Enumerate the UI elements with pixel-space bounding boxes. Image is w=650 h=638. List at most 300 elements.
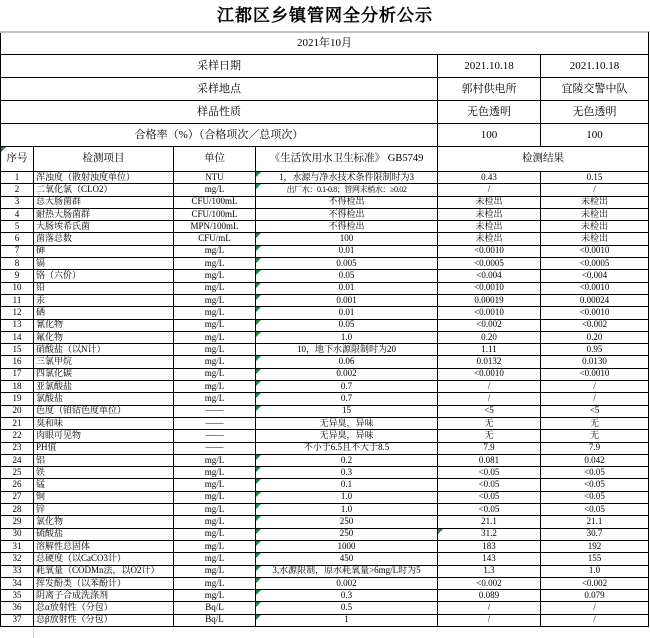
cell-item: 三氯甲烷 — [34, 356, 174, 368]
cell-item: 菌落总数 — [34, 233, 174, 245]
cell-no: 19 — [1, 393, 34, 405]
cell-flag-icon — [256, 381, 261, 386]
table-row — [1, 184, 649, 196]
cell-result-2: <0.05 — [541, 479, 649, 491]
cell-no: 22 — [1, 430, 34, 442]
cell-result-1: 143 — [438, 553, 541, 565]
cell-unit: mg/L — [174, 319, 256, 331]
header-no-label: 序号 — [6, 153, 28, 165]
table-row — [1, 577, 649, 589]
cell-result-1: <5 — [438, 405, 541, 417]
cell-no: 32 — [1, 553, 34, 565]
cell-result-2: <0.0010 — [541, 307, 649, 319]
cell-result-2: / — [541, 393, 649, 405]
gridline-tail — [33, 629, 34, 638]
cell-item: 四氯化碳 — [34, 368, 174, 380]
table-row — [1, 393, 649, 405]
cell-no: 30 — [1, 528, 34, 540]
cell-no: 28 — [1, 504, 34, 516]
cell-result-1: 0.20 — [438, 331, 541, 343]
cell-flag-icon — [256, 332, 261, 337]
cell-unit: NTU — [174, 172, 256, 184]
cell-result-2: 未检出 — [541, 233, 649, 245]
cell-flag-icon — [256, 283, 261, 288]
cell-unit: mg/L — [174, 467, 256, 479]
cell-standard: 250 — [256, 528, 438, 540]
cell-result-1: <0.002 — [438, 577, 541, 589]
cell-flag-icon — [256, 516, 261, 521]
cell-result-1: 未检出 — [438, 221, 541, 233]
cell-unit: mg/L — [174, 184, 256, 196]
cell-result-1: <0.0010 — [438, 307, 541, 319]
cell-unit: —— — [174, 442, 256, 454]
info-row — [1, 78, 649, 101]
cell-unit: mg/L — [174, 356, 256, 368]
info-value-1: 无色透明 — [438, 101, 541, 124]
cell-no: 6 — [1, 233, 34, 245]
cell-standard: 出厂水：0.1-0.8；管网末梢水：≥0.02 — [256, 184, 438, 196]
cell-unit: mg/L — [174, 258, 256, 270]
cell-unit: mg/L — [174, 565, 256, 577]
cell-unit: mg/L — [174, 282, 256, 294]
cell-result-1: / — [438, 393, 541, 405]
cell-result-1: 未检出 — [438, 233, 541, 245]
cell-no: 1 — [1, 172, 34, 184]
cell-result-2: 0.0130 — [541, 356, 649, 368]
cell-no: 25 — [1, 467, 34, 479]
cell-item: 总大肠菌群 — [34, 196, 174, 208]
cell-result-1: <0.0010 — [438, 282, 541, 294]
cell-unit: mg/L — [174, 479, 256, 491]
cell-standard: 不得检出 — [256, 221, 438, 233]
cell-no: 7 — [1, 245, 34, 257]
cell-unit: —— — [174, 417, 256, 429]
table-row — [1, 245, 649, 257]
cell-result-1: 0.0132 — [438, 356, 541, 368]
cell-result-2: 无 — [541, 417, 649, 429]
table-row — [1, 344, 649, 356]
info-value-2: 2021.10.18 — [541, 55, 649, 78]
header-result: 检测结果 — [438, 147, 649, 172]
cell-result-2: <0.002 — [541, 319, 649, 331]
cell-no: 26 — [1, 479, 34, 491]
cell-result-2: <0.0005 — [541, 258, 649, 270]
cell-unit: mg/L — [174, 270, 256, 282]
cell-no: 36 — [1, 602, 34, 614]
cell-standard: 0.2 — [256, 454, 438, 466]
cell-flag-icon — [256, 479, 261, 484]
cell-flag-icon — [256, 578, 261, 583]
cell-flag-icon — [256, 541, 261, 546]
cell-unit: mg/L — [174, 344, 256, 356]
cell-standard: 250 — [256, 516, 438, 528]
cell-result-2: 155 — [541, 553, 649, 565]
table-row — [1, 479, 649, 491]
cell-item: 铅 — [34, 282, 174, 294]
table-row — [1, 430, 649, 442]
sample-info-section — [1, 55, 649, 147]
cell-item: 氰化物 — [34, 319, 174, 331]
cell-item: 砷 — [34, 245, 174, 257]
cell-result-2: / — [541, 184, 649, 196]
table-row — [1, 528, 649, 540]
cell-flag-icon — [256, 492, 261, 497]
cell-item: 铁 — [34, 467, 174, 479]
cell-standard: 0.7 — [256, 381, 438, 393]
cell-result-2: 0.95 — [541, 344, 649, 356]
info-label: 样品性质 — [1, 101, 438, 124]
table-row — [1, 565, 649, 577]
cell-result-2: <0.004 — [541, 270, 649, 282]
cell-item: 铜 — [34, 491, 174, 503]
table-row — [1, 270, 649, 282]
cell-flag-icon — [256, 270, 261, 275]
cell-result-2: <0.002 — [541, 577, 649, 589]
info-value-2: 100 — [541, 124, 649, 147]
cell-item: 硝酸盐（以N计） — [34, 344, 174, 356]
cell-flag-icon — [1, 147, 6, 152]
cell-flag-icon — [256, 246, 261, 251]
cell-no: 23 — [1, 442, 34, 454]
cell-result-1: / — [438, 602, 541, 614]
table-row — [1, 442, 649, 454]
cell-unit: mg/L — [174, 307, 256, 319]
cell-result-2: 0.00024 — [541, 294, 649, 306]
cell-standard: 无异臭，异味 — [256, 417, 438, 429]
cell-unit: CFU/100mL — [174, 196, 256, 208]
cell-result-2: / — [541, 602, 649, 614]
cell-standard: 0.3 — [256, 590, 438, 602]
cell-result-1: 0.081 — [438, 454, 541, 466]
cell-unit: CFU/100mL — [174, 208, 256, 220]
info-value-1: 100 — [438, 124, 541, 147]
cell-result-1: 183 — [438, 540, 541, 552]
period-label: 2021年10月 — [1, 33, 649, 55]
info-value-1: 郭村供电所 — [438, 78, 541, 101]
cell-result-2: 30.7 — [541, 528, 649, 540]
info-row — [1, 124, 649, 147]
column-header-row — [1, 147, 649, 172]
cell-item: 溶解性总固体 — [34, 540, 174, 552]
cell-result-2: 0.20 — [541, 331, 649, 343]
cell-no: 21 — [1, 417, 34, 429]
cell-unit: mg/L — [174, 504, 256, 516]
cell-standard: 0.1 — [256, 479, 438, 491]
table-row — [1, 553, 649, 565]
cell-item: 硫酸盐 — [34, 528, 174, 540]
cell-no: 37 — [1, 614, 34, 626]
cell-no: 31 — [1, 540, 34, 552]
cell-item: 挥发酚类（以苯酚计） — [34, 577, 174, 589]
cell-result-1: <0.004 — [438, 270, 541, 282]
cell-item: 锰 — [34, 479, 174, 491]
cell-standard: 0.001 — [256, 294, 438, 306]
cell-unit: mg/L — [174, 368, 256, 380]
cell-item: 铝 — [34, 454, 174, 466]
cell-result-1: <0.05 — [438, 479, 541, 491]
cell-item: 二氧化氯（CLO2） — [34, 184, 174, 196]
cell-standard: 不得检出 — [256, 196, 438, 208]
info-label: 采样地点 — [1, 78, 438, 101]
cell-flag-icon — [256, 590, 261, 595]
cell-result-1: <0.05 — [438, 467, 541, 479]
info-row — [1, 55, 649, 78]
table-row — [1, 307, 649, 319]
table-row — [1, 454, 649, 466]
cell-result-1: 未检出 — [438, 208, 541, 220]
cell-flag-icon — [256, 406, 261, 411]
cell-flag-icon — [256, 455, 261, 460]
table-row — [1, 467, 649, 479]
cell-standard: 1.0 — [256, 491, 438, 503]
cell-result-2: <0.05 — [541, 491, 649, 503]
cell-no: 18 — [1, 381, 34, 393]
cell-standard: 1.0 — [256, 504, 438, 516]
cell-item: 总硬度（以CaCO3计） — [34, 553, 174, 565]
cell-standard: 0.05 — [256, 319, 438, 331]
table-row — [1, 590, 649, 602]
table-row — [1, 602, 649, 614]
cell-no: 29 — [1, 516, 34, 528]
cell-result-1: 21.1 — [438, 516, 541, 528]
header-standard: 《生活饮用水卫生标准》 GB5749 — [256, 147, 438, 172]
cell-no: 5 — [1, 221, 34, 233]
cell-result-1: <0.05 — [438, 504, 541, 516]
cell-flag-icon — [256, 233, 261, 238]
cell-unit: mg/L — [174, 540, 256, 552]
table-row — [1, 319, 649, 331]
cell-unit: mg/L — [174, 528, 256, 540]
cell-unit: MPN/100mL — [174, 221, 256, 233]
cell-flag-icon — [256, 356, 261, 361]
table-row — [1, 221, 649, 233]
table-row — [1, 356, 649, 368]
cell-standard: 450 — [256, 553, 438, 565]
cell-result-2: 0.079 — [541, 590, 649, 602]
info-label: 采样日期 — [1, 55, 438, 78]
cell-flag-icon — [256, 602, 261, 607]
cell-result-2: <0.0010 — [541, 282, 649, 294]
cell-result-1: 0.00019 — [438, 294, 541, 306]
cell-result-2: 1.0 — [541, 565, 649, 577]
cell-result-1: <0.0010 — [438, 368, 541, 380]
table-row — [1, 282, 649, 294]
cell-no: 27 — [1, 491, 34, 503]
cell-item: 耐热大肠菌群 — [34, 208, 174, 220]
cell-result-2: 21.1 — [541, 516, 649, 528]
cell-standard: 15 — [256, 405, 438, 417]
cell-standard: 0.5 — [256, 602, 438, 614]
cell-unit: mg/L — [174, 553, 256, 565]
cell-flag-icon — [256, 566, 261, 571]
cell-result-1: 未检出 — [438, 196, 541, 208]
header-section — [1, 147, 649, 172]
cell-item: 色度（铂钴色度单位） — [34, 405, 174, 417]
cell-result-2: 192 — [541, 540, 649, 552]
info-label: 合格率（%）（合格项次／总项次） — [1, 124, 438, 147]
table-row — [1, 331, 649, 343]
cell-unit: mg/L — [174, 381, 256, 393]
cell-no: 34 — [1, 577, 34, 589]
page-title: 江都区乡镇管网全分析公示 — [0, 0, 650, 32]
cell-result-1: 0.089 — [438, 590, 541, 602]
cell-unit: mg/L — [174, 590, 256, 602]
cell-no: 20 — [1, 405, 34, 417]
cell-result-2: / — [541, 614, 649, 626]
cell-unit: mg/L — [174, 454, 256, 466]
cell-result-2: <0.05 — [541, 504, 649, 516]
cell-result-2: 未检出 — [541, 196, 649, 208]
cell-item: 氯化物 — [34, 516, 174, 528]
cell-result-1: <0.05 — [438, 491, 541, 503]
period-section — [1, 33, 649, 55]
cell-result-2: <5 — [541, 405, 649, 417]
cell-standard: 10，地下水源限制时为20 — [256, 344, 438, 356]
cell-unit: mg/L — [174, 491, 256, 503]
table-row — [1, 504, 649, 516]
cell-item: 阴离子合成洗涤剂 — [34, 590, 174, 602]
cell-unit: mg/L — [174, 294, 256, 306]
cell-item: 浑浊度（散射浊度单位） — [34, 172, 174, 184]
cell-result-2: 7.9 — [541, 442, 649, 454]
cell-standard: 0.002 — [256, 577, 438, 589]
cell-item: PH值 — [34, 442, 174, 454]
cell-result-1: / — [438, 184, 541, 196]
cell-unit: mg/L — [174, 393, 256, 405]
cell-standard: 0.3 — [256, 467, 438, 479]
cell-standard: 0.01 — [256, 245, 438, 257]
cell-item: 氟化物 — [34, 331, 174, 343]
cell-item: 镉 — [34, 258, 174, 270]
cell-no: 2 — [1, 184, 34, 196]
cell-unit: mg/L — [174, 516, 256, 528]
cell-standard: 不得检出 — [256, 208, 438, 220]
cell-no: 12 — [1, 307, 34, 319]
cell-item: 总α放射性（分包） — [34, 602, 174, 614]
info-row — [1, 101, 649, 124]
table-row — [1, 381, 649, 393]
cell-no: 4 — [1, 208, 34, 220]
cell-no: 8 — [1, 258, 34, 270]
cell-no: 24 — [1, 454, 34, 466]
cell-standard: 不小于6.5且不大于8.5 — [256, 442, 438, 454]
cell-standard: 0.01 — [256, 282, 438, 294]
table-row — [1, 405, 649, 417]
cell-no: 35 — [1, 590, 34, 602]
cell-flag-icon — [256, 295, 261, 300]
cell-standard: 100 — [256, 233, 438, 245]
cell-unit: mg/L — [174, 577, 256, 589]
cell-result-2: <0.0010 — [541, 368, 649, 380]
cell-item: 耗氧量（CODMn法，以O2计） — [34, 565, 174, 577]
cell-item: 锌 — [34, 504, 174, 516]
table-row — [1, 196, 649, 208]
header-item: 检测项目 — [34, 147, 174, 172]
cell-unit: mg/L — [174, 245, 256, 257]
cell-item: 氯酸盐 — [34, 393, 174, 405]
cell-result-2: <0.05 — [541, 467, 649, 479]
analysis-table — [0, 32, 649, 627]
cell-flag-icon — [256, 504, 261, 509]
cell-result-1: <0.0005 — [438, 258, 541, 270]
cell-no: 9 — [1, 270, 34, 282]
header-unit: 单位 — [174, 147, 256, 172]
cell-item: 汞 — [34, 294, 174, 306]
cell-result-1: 1.3 — [438, 565, 541, 577]
cell-no: 17 — [1, 368, 34, 380]
cell-flag-icon — [438, 529, 443, 534]
cell-result-1: 无 — [438, 417, 541, 429]
cell-no: 16 — [1, 356, 34, 368]
cell-standard: 1.0 — [256, 331, 438, 343]
cell-no: 33 — [1, 565, 34, 577]
cell-standard: 无异臭，异味 — [256, 430, 438, 442]
table-row — [1, 208, 649, 220]
cell-result-2: 未检出 — [541, 221, 649, 233]
cell-item: 硒 — [34, 307, 174, 319]
cell-result-1: <0.0010 — [438, 245, 541, 257]
cell-flag-icon — [256, 184, 261, 189]
cell-standard: 0.7 — [256, 393, 438, 405]
info-value-1: 2021.10.18 — [438, 55, 541, 78]
cell-result-1: 31.2 — [438, 528, 541, 540]
table-row — [1, 491, 649, 503]
table-row — [1, 614, 649, 626]
cell-result-2: 0.15 — [541, 172, 649, 184]
table-row — [1, 368, 649, 380]
cell-standard: 0.06 — [256, 356, 438, 368]
cell-flag-icon — [256, 307, 261, 312]
table-row — [1, 417, 649, 429]
cell-result-1: 7.9 — [438, 442, 541, 454]
cell-flag-icon — [256, 369, 261, 374]
cell-result-1: <0.002 — [438, 319, 541, 331]
cell-result-1: 1.11 — [438, 344, 541, 356]
cell-standard: 1，水源与净水技术条件限制时为3 — [256, 172, 438, 184]
cell-flag-icon — [256, 467, 261, 472]
table-row — [1, 540, 649, 552]
results-section — [1, 172, 649, 627]
cell-result-2: 0.042 — [541, 454, 649, 466]
table-row — [1, 233, 649, 245]
table-row — [1, 258, 649, 270]
cell-item: 大肠埃希氏菌 — [34, 221, 174, 233]
cell-result-2: 未检出 — [541, 208, 649, 220]
cell-flag-icon — [256, 393, 261, 398]
cell-unit: Bq/L — [174, 614, 256, 626]
cell-standard: 1000 — [256, 540, 438, 552]
cell-unit: Bq/L — [174, 602, 256, 614]
cell-no: 3 — [1, 196, 34, 208]
cell-no: 15 — [1, 344, 34, 356]
cell-result-1: 无 — [438, 430, 541, 442]
cell-no: 13 — [1, 319, 34, 331]
table-row — [1, 516, 649, 528]
cell-flag-icon — [256, 172, 261, 177]
table-row — [1, 294, 649, 306]
cell-standard: 3,水源限制，原水耗氧量>6mg/L时为5 — [256, 565, 438, 577]
cell-item: 臭和味 — [34, 417, 174, 429]
cell-result-2: 无 — [541, 430, 649, 442]
table-row — [1, 172, 649, 184]
cell-flag-icon — [256, 529, 261, 534]
cell-result-2: / — [541, 381, 649, 393]
header-no — [1, 147, 34, 172]
cell-unit: mg/L — [174, 331, 256, 343]
cell-no: 14 — [1, 331, 34, 343]
cell-no: 11 — [1, 294, 34, 306]
cell-unit: CFU/mL — [174, 233, 256, 245]
